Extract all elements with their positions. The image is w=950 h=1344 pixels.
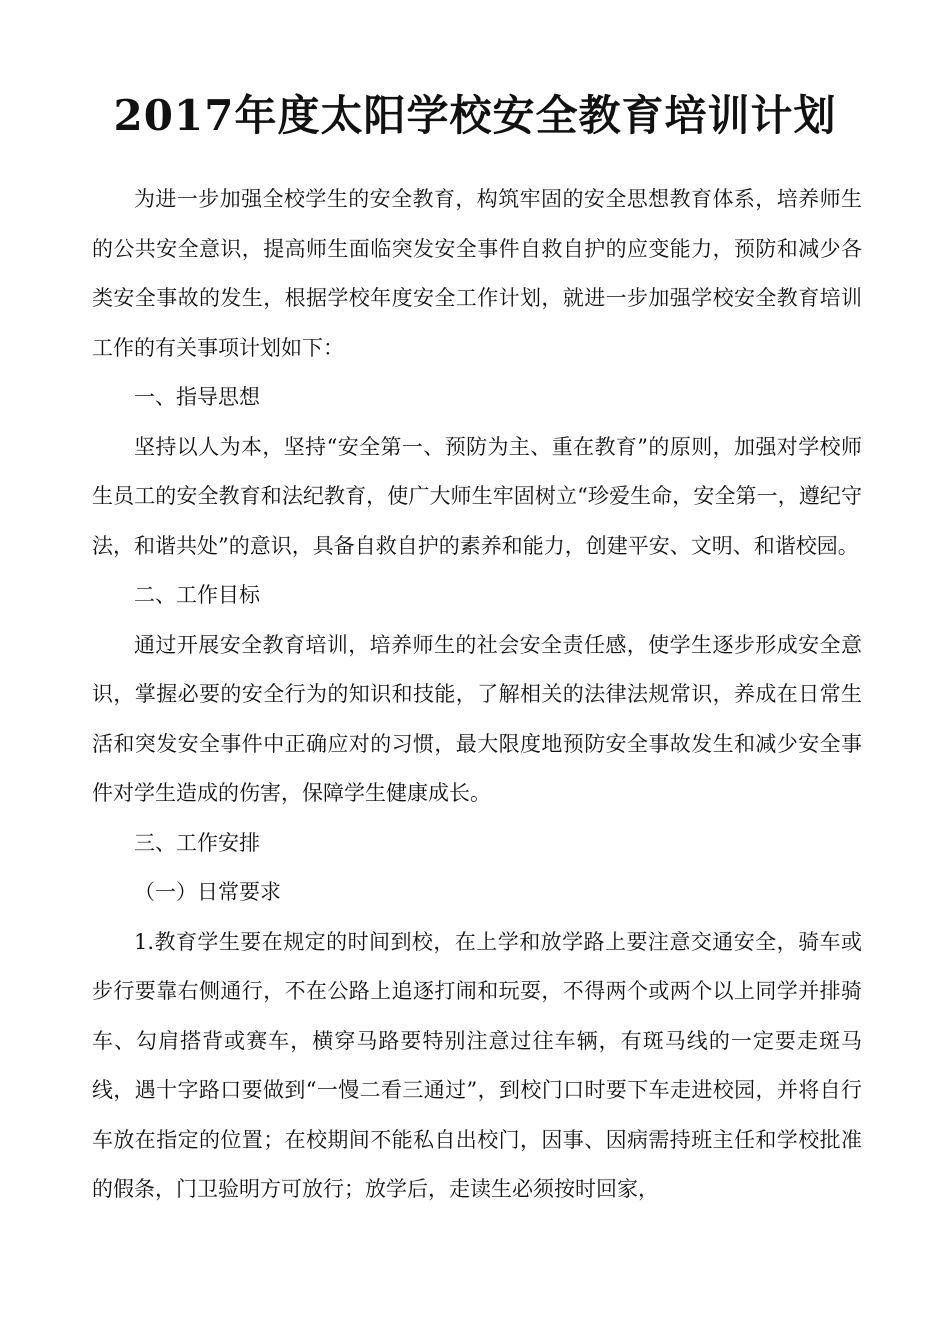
list-item-1: 1.教育学生要在规定的时间到校，在上学和放学路上要注意交通安全，骑车或步行要靠右侧通行，不在公路上追逐打闹和玩耍，不得两个或两个以上同学并排骑车、勾肩搭背或赛车，横穿马路要特别注意过往车辆，有斑马线的一定要走斑马线，遇十字路口要做到“一慢二看三通过”，到校门口时要下车走进校园，并将自行车放在指定的位置；在校期间不能私自出校门，因事、因病需持班主任和学校批准的假条，门卫验明方可放行；放学后，走读生必须按时回家， (92, 929, 862, 1201)
section-heading-guiding-ideology: 一、指导思想 (134, 385, 260, 409)
intro-paragraph: 为进一步加强全校学生的安全教育，构筑牢固的安全思想教育体系，培养师生的公共安全意识，提高师生面临突发安全事件自救自护的应变能力，预防和减少各类安全事故的发生，根据学校年度安全工作计划，就进一步加强学校安全教育培训工作的有关事项计划如下： (92, 187, 862, 360)
subsection-heading-daily-requirements: （一）日常要求 (134, 880, 281, 904)
document-body (92, 175, 862, 1215)
document-title: 2017年度太阳学校安全教育培训计划 (113, 91, 837, 140)
section-paragraph-guiding-ideology: 坚持以人为本，坚持“安全第一、预防为主、重在教育”的原则，加强对学校师生员工的安全教育和法纪教育，使广大师生牢固树立“珍爱生命，安全第一，遵纪守法，和谐共处”的意识，具备自救自护的素养和能力，创建平安、文明、和谐校园。 (92, 434, 862, 558)
section-paragraph-work-goals: 通过开展安全教育培训，培养师生的社会安全责任感，使学生逐步形成安全意识，掌握必要的安全行为的知识和技能，了解相关的法律法规常识，养成在日常生活和突发安全事件中正确应对的习惯，最大限度地预防安全事故发生和减少安全事件对学生造成的伤害，保障学生健康成长。 (92, 632, 862, 805)
section-heading-work-arrangement: 三、工作安排 (134, 830, 260, 855)
section-heading-work-goals: 二、工作目标 (134, 583, 260, 607)
